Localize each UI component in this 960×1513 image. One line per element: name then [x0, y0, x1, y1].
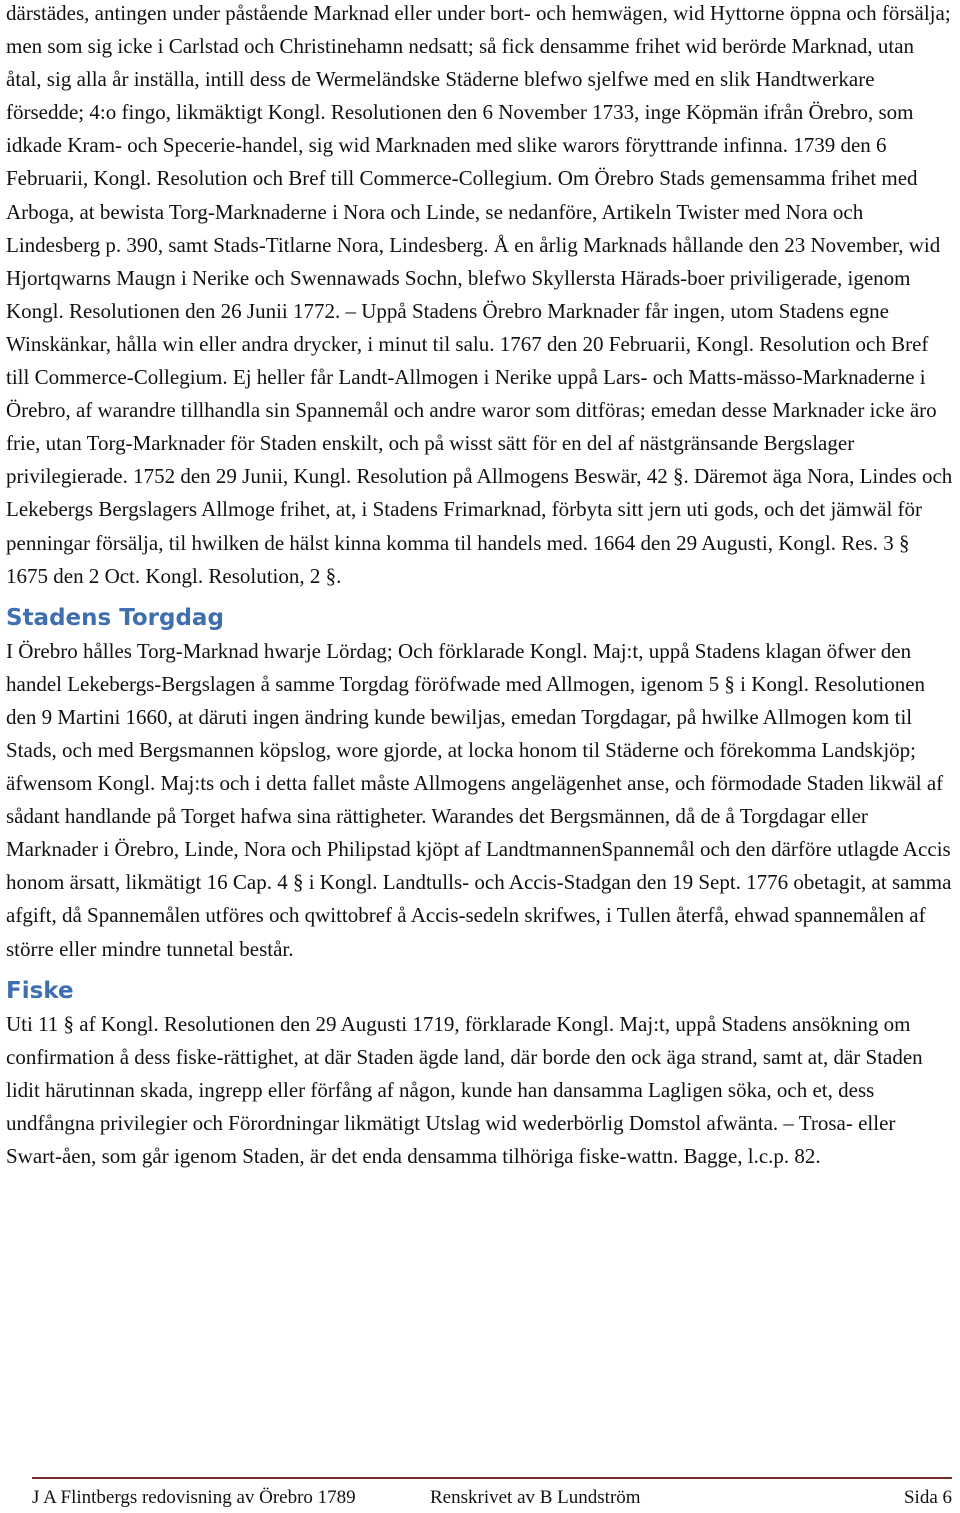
- page-footer: [32, 1477, 952, 1513]
- section-heading-fiske: Fiske: [6, 977, 74, 1004]
- body-paragraph: Uti 11 § af Kongl. Resolutionen den 29 Augusti 1719, förklarade Kongl. Maj:t, uppå Stadens ansökning om confirmation å dess fiske-rättighet, at där Staden ägde land, där borde den ock äga strand, samt at, där Staden lidit härutinnan skada, ingrepp eller förfång af någon, kunde han dansamma Lagligen söka, och et, dess undfångna privilegier och Förordningar likmätigt Utslag wid wederbörlig Domstol afwänta. – Trosa- eller Swart-åen, som går igenom Staden, är det enda densamma tilhöriga fiske-wattn. Bagge, l.c.p. 82.: [6, 1011, 923, 1168]
- document-page: [6, 0, 954, 1173]
- body-paragraph: därstädes, antingen under påstående Marknad eller under bort- och hemwägen, wid Hyttorne öppna och försälja; men som sig icke i Carlstad och Christinehamn nedsatt; så fick densamme frihet wid berörde Marknad, utan åtal, sig alla år inställa, intill dess de Wermeländske Städerne blefwo sjelfwe med en slik Handtwerkare försedde; 4:o fingo, likmäktigt Kongl. Resolutionen den 6 November 1733, inge Köpmän ifrån Örebro, som idkade Kram- och Specerie-handel, sig wid Marknaden med slike warors föryttrande infinna. 1739 den 6 Februarii, Kongl. Resolution och Bref till Commerce-Collegium. Om Örebro Stads gemensamma frihet med Arboga, at bewista Torg-Marknaderne i Nora och Linde, se nedanföre, Artikeln Twister med Nora och Lindesberg p. 390, samt Stads-Titlarne Nora, Lindesberg. Å en årlig Marknads hållande den 23 November, wid Hjortqwarns Maugn i Nerike och Swennawads Sochn, blefwo Skyllersta Härads-boer priviligerade, igenom Kongl. Resolutionen den 26 Junii 1772. – Uppå Stadens Örebro Marknader får ingen, utom Stadens egne Winskänkar, hålla win eller andra drycker, i minut til salu. 1767 den 20 Februarii, Kongl. Resolution och Bref till Commerce-Collegium. Ej heller får Landt-Allmogen i Nerike uppå Lars- och Matts-mässo-Marknaderne i Örebro, af warandre tillhandla sin Spannemål och andre waror som ditföras; emedan desse Marknader icke äro frie, utan Torg-Marknader för Staden enskilt, och på wisst sätt för en del af nästgränsande Bergslager privilegierade. 1752 den 29 Junii, Kungl. Resolution på Allmogens Beswär, 42 §. Däremot äga Nora, Lindes och Lekebergs Bergslagers Allmoge frihet, at, i Stadens Frimarknad, förbyta sitt jern uti gods, och det jämwäl för penningar försälja, til hwilken de hälst kinna komma til handels med. 1664 den 29 Augusti, Kongl. Res. 3 § 1675 den 2 Oct. Kongl. Resolution, 2 §.: [6, 1, 953, 588]
- footer-transcriber: Renskrivet av B Lundström: [430, 1487, 641, 1508]
- body-paragraph: I Örebro hålles Torg-Marknad hwarje Lördag; Och förklarade Kongl. Maj:t, uppå Stadens klagan öfwer den handel Lekebergs-Bergslagen å samme Torgdag föröfwade med Allmogen, igenom 5 § i Kongl. Resolutionen den 9 Martini 1660, at däruti ingen ändring kunde bewiljas, emedan Torgdagar, på hwilke Allmogen kom til Stads, och med Bergsmannen köpslog, wore gjorde, at locka honom til Städerne och förekomma Landskjöp; äfwensom Kongl. Maj:ts och i detta fallet måste Allmogens angelägenhet anse, och förmodade Staden likwäl af sådant handlande på Torget hafwa sina rättigheter. Warandes det Bergsmännen, då de å Torgdagar eller Marknader i Örebro, Linde, Nora och Philipstad kjöpt af LandtmannenSpannemål och den därföre utlagde Accis honom ärsatt, likmätigt 16 Cap. 4 § i Kongl. Landtulls- och Accis-Stadgan den 19 Sept. 1776 obetagit, at samma afgift, då Spannemålen utföres och qwittobref å Accis-sedeln skrifwes, i Tullen återfå, ehwad spannemålen af större eller mindre tunnetal består.: [6, 638, 952, 961]
- footer-title: J A Flintbergs redovisning av Örebro 1789: [32, 1487, 356, 1508]
- footer-page-number: Sida 6: [903, 1487, 952, 1508]
- section-heading-stadens-torgdag: Stadens Torgdag: [6, 604, 224, 631]
